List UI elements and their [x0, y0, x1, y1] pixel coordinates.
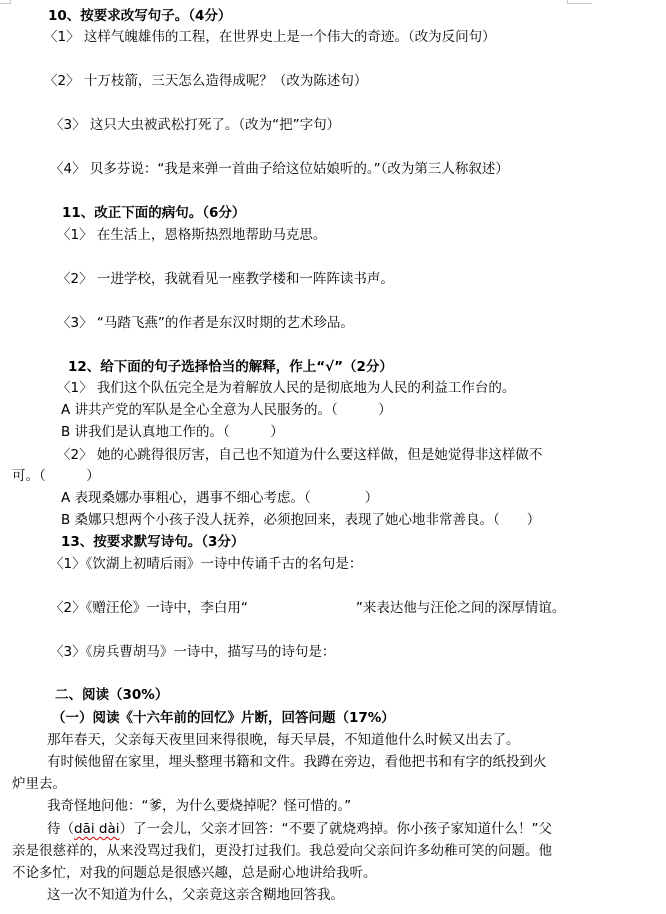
page-corner-mark-right: [567, 0, 592, 4]
reading-paragraph-3: 我奇怪地问他：“爹，为什么要烧掉呢？怪可惜的。”: [47, 798, 352, 814]
reading-paragraph-5: 这一次不知道为什么，父亲竟这亲含糊地回答我。: [47, 887, 344, 903]
q11-title: 11、改正下面的病句。（6分）: [62, 205, 246, 221]
p4-suffix: ）了一会儿，父亲才回答：“不要了就烧鸡掉。你小孩子家知道什么！”父: [119, 821, 552, 837]
q12-sentence-2-option-a: A 表现桑娜办事粗心，遇事不细心考虑。（ ）: [61, 490, 379, 506]
q10-item-3: 〈3〉 这只大虫被武松打死了。（改为“把”字句）: [50, 117, 341, 133]
reading-paragraph-4-line-2: 亲是很慈祥的，从来没骂过我们，更没打过我们。我总爱向父亲问许多幼稚可笑的问题。他: [12, 843, 552, 859]
q13-title: 13、按要求默写诗句。（3分）: [61, 534, 245, 550]
q12-sentence-2-line-1: 〈2〉 她的心跳得很厉害，自己也不知道为什么要这样做，但是她觉得非这样做不: [57, 447, 543, 463]
reading-sub-title: （一）阅读《十六年前的回忆》片断，回答问题（17%）: [52, 710, 395, 726]
reading-paragraph-1: 那年春天，父亲每天夜里回来得很晚，每天早晨，不知道他什么时候又出去了。: [47, 732, 520, 748]
q12-sentence-1-option-b: B 讲我们是认真地工作的。（ ）: [61, 424, 284, 440]
q12-sentence-2-line-2: 可。（ ）: [12, 468, 100, 484]
reading-paragraph-4-line-3: 不论多忙，对我的问题总是很感兴趣，总是耐心地讲给我听。: [12, 865, 377, 881]
q11-item-1: 〈1〉 在生活上，恩格斯热烈地帮助马克思。: [57, 227, 327, 243]
reading-paragraph-2-line-2: 炉里去。: [12, 776, 66, 792]
reading-section-title: 二、阅读（30%）: [55, 687, 169, 703]
reading-paragraph-2-line-1: 有时候他留在家里，埋头整理书籍和文件。我蹲在旁边，看他把书和有字的纸投到火: [47, 754, 547, 770]
q11-item-2: 〈2〉 一进学校，我就看见一座教学楼和一阵阵读书声。: [57, 271, 394, 287]
q10-item-2: 〈2〉 十万枝箭，三天怎么造得成呢？（改为陈述句）: [44, 73, 368, 89]
q13-item-1: 〈1〉《饮湖上初晴后雨》一诗中传诵千古的名句是：: [50, 556, 363, 572]
q12-title: 12、给下面的句子选择恰当的解释，作上“√”（2分）: [68, 359, 393, 375]
q13-item-3: 〈3〉《房兵曹胡马》一诗中，描写马的诗句是：: [50, 644, 336, 660]
q11-item-3: 〈3〉 “马踏飞燕”的作者是东汉时期的艺术珍品。: [57, 315, 354, 331]
q10-title: 10、按要求改写句子。（4分）: [48, 8, 232, 24]
q12-sentence-1-option-a: A 讲共产党的军队是全心全意为人民服务的。（ ）: [61, 402, 392, 418]
q10-item-1: 〈1〉 这样气魄雄伟的工程，在世界史上是一个伟大的奇迹。（改为反问句）: [44, 29, 496, 45]
q12-sentence-1: 〈1〉 我们这个队伍完全是为着解放人民的是彻底地为人民的利益工作台的。: [57, 380, 516, 396]
reading-paragraph-4-line-1: [47, 819, 552, 839]
q10-item-4: 〈4〉 贝多芬说：“我是来弹一首曲子给这位姑娘听的。”（改为第三人称叙述）: [50, 161, 509, 177]
q13-item-2: 〈2〉《赠汪伦》一诗中，李白用“ ”来表达他与汪伦之间的深厚情谊。: [50, 600, 566, 616]
p4-prefix: 待（: [47, 821, 74, 837]
q12-sentence-2-option-b: B 桑娜只想两个小孩子没人抚养，必须抱回来，表现了她心地非常善良。（ ）: [61, 512, 541, 528]
page-corner-mark-left: [0, 0, 11, 4]
pinyin-spellcheck-text: dāi dài: [74, 821, 120, 837]
